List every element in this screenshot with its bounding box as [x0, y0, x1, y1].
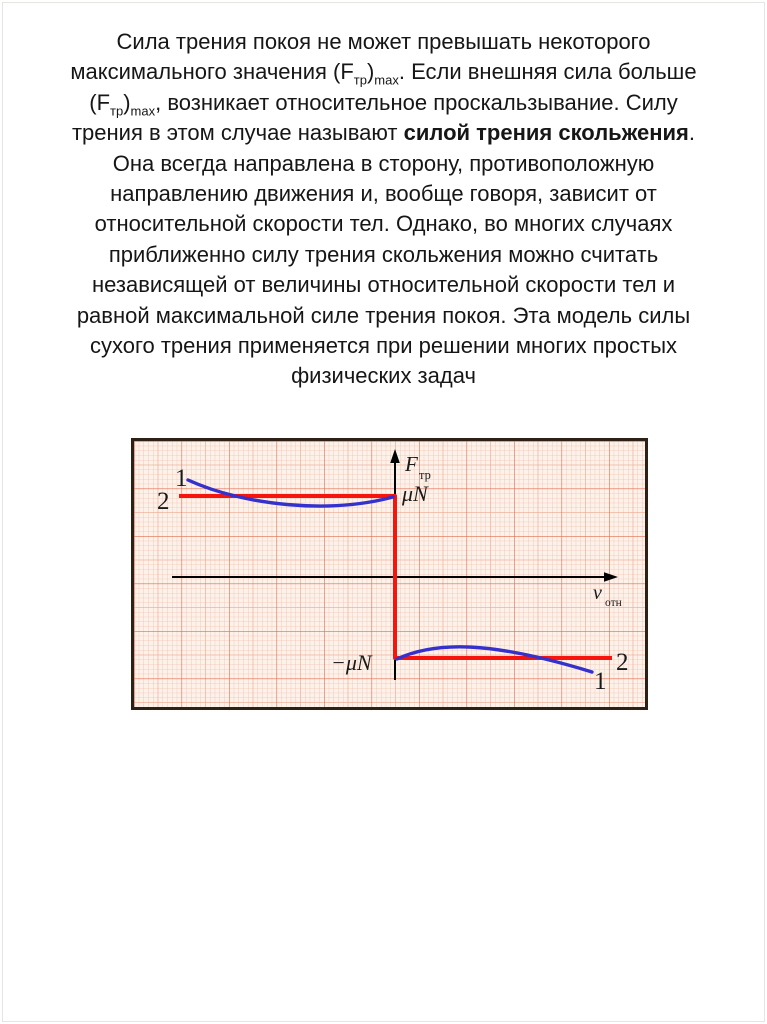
paragraph-line: $(F_{тр})_{max}$, возникает относительное проскальзывание. Силу	[89, 89, 678, 119]
mu-n-positive-label: μN	[402, 481, 428, 506]
paragraph-line: физических задач	[291, 363, 476, 389]
x-axis-label: v	[593, 582, 602, 604]
y-axis-label: F	[405, 452, 418, 476]
paragraph-line: независящей от величины относительной скорости тел и	[92, 272, 675, 298]
x-axis-label-subscript: отн	[605, 597, 622, 609]
paragraph-line: максимального значения $(F_{тр})_{max}$. Если внешняя сила больше	[70, 59, 697, 88]
grid-major	[134, 441, 645, 707]
curve2-label-left: 2	[157, 488, 170, 515]
paragraph-line: направлению движения и, вообще говоря, зависит от	[110, 181, 657, 207]
paragraph-line: приближенно силу трения скольжения можно считать	[108, 241, 659, 267]
curve2-label-right: 2	[616, 649, 629, 676]
paragraph	[0, 27, 767, 392]
paragraph-line: Сила трения покоя не может превышать некоторого	[116, 29, 651, 54]
mu-n-negative-label: −μN	[331, 650, 372, 675]
friction-graph-canvas	[134, 441, 645, 707]
paragraph-line: сухого трения применяется при решении многих простых	[89, 333, 678, 359]
paragraph-line: относительной скорости тел. Однако, во многих случаях	[94, 211, 673, 237]
paragraph-line: трения в этом случае называют силой трения скольжения.	[71, 120, 696, 146]
curve1-label-left: 1	[175, 465, 188, 492]
paragraph-line: Она всегда направлена в сторону, противоположную	[112, 150, 655, 176]
curve1-label-right: 1	[594, 668, 607, 695]
y-axis-label-subscript: тр	[419, 468, 431, 482]
paragraph-line: равной максимальной силе трения покоя. Эта модель силы	[76, 302, 691, 328]
friction-graph	[131, 438, 648, 710]
